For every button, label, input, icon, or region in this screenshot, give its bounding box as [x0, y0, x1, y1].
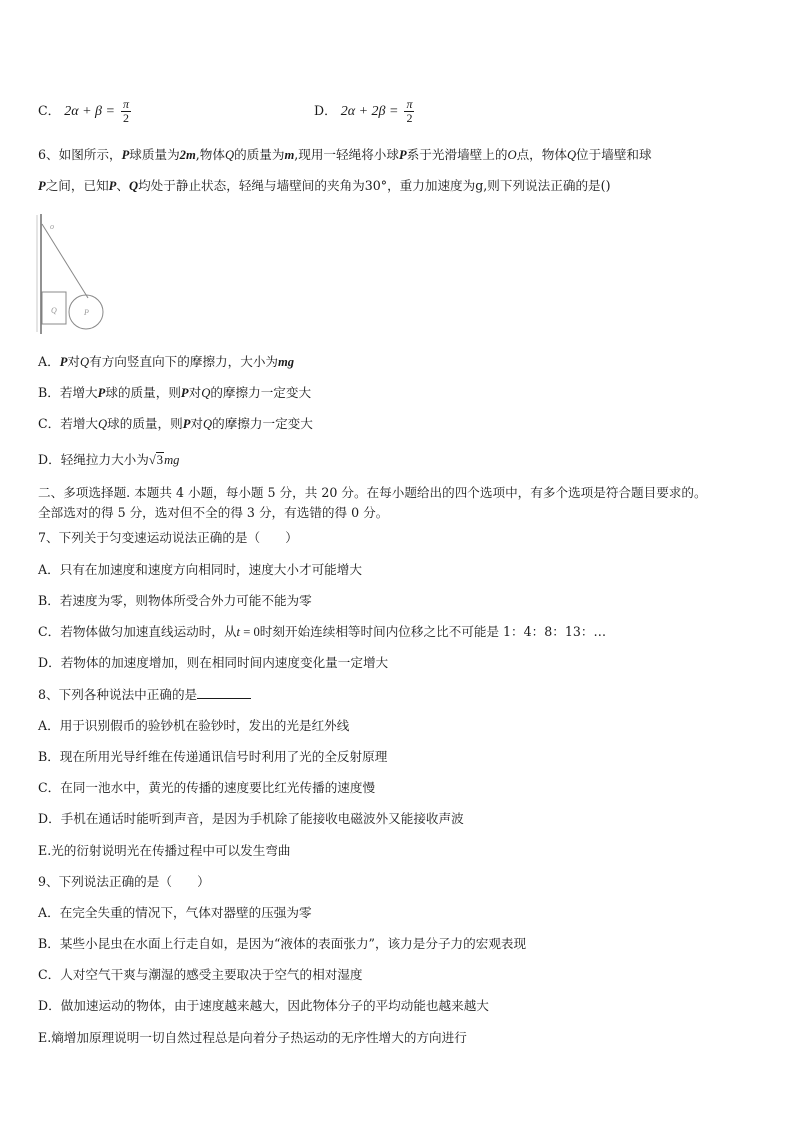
fraction-denominator: 2 [122, 111, 129, 125]
text: 对 [190, 416, 203, 431]
var-m: m [284, 148, 295, 162]
var-p: P [121, 148, 130, 162]
var-p: P [38, 179, 46, 193]
q7-option-b: B．若速度为零，则物体所受合外力可能不能为零 [38, 593, 312, 608]
q6-option-b [38, 384, 311, 402]
math-expression: = 0 [240, 625, 260, 639]
fraction-numerator: π [122, 97, 129, 111]
text: 8、下列各种说法中正确的是 [38, 687, 198, 702]
var-q: Q [224, 148, 235, 162]
text: 球的质量，则 [105, 385, 181, 400]
q6-option-a [38, 353, 294, 371]
q8-option-b: B．现在所用光导纤维在传递通讯信号时利用了光的全反射原理 [38, 749, 388, 764]
q7-stem: 7、下列关于匀变速运动说法正确的是（ ） [38, 530, 298, 545]
label-o: o [50, 222, 54, 231]
q8-option-a: A．用于识别假币的验钞机在验钞时，发出的光是红外线 [38, 718, 350, 733]
var-p: P [108, 179, 117, 193]
text: 有方向竖直向下的摩擦力，大小为 [89, 354, 279, 369]
q6-stem-line-2 [38, 177, 610, 195]
var-p: P [59, 355, 68, 369]
var-q: Q [201, 386, 211, 400]
rope-line [42, 224, 88, 298]
var-p: P [180, 386, 189, 400]
q7-option-d: D．若物体的加速度增加，则在相同时间内速度变化量一定增大 [38, 655, 389, 670]
text: 球的质量，则 [107, 416, 183, 431]
text: 的摩擦力一定变大 [210, 385, 312, 400]
fraction-numerator: π [406, 97, 413, 111]
q5-option-c [38, 98, 131, 125]
option-label: A． [38, 354, 60, 369]
var-q: Q [80, 355, 90, 369]
var-mg: mg [278, 355, 295, 369]
q8-option-d: D．手机在通话时能听到声音，是因为手机除了能接收电磁波外又能接收声波 [38, 811, 464, 826]
math-expression: 2α + 2β = [340, 104, 399, 119]
var-q: Q [128, 179, 139, 193]
text: C．若物体做匀加速直线运动时，从 [38, 624, 237, 639]
q7-option-c [38, 623, 606, 641]
var-o: O [507, 148, 517, 162]
text: 系于光滑墙壁上的 [406, 147, 508, 162]
text: 对 [188, 385, 202, 400]
q9-option-d: D．做加速运动的物体，由于速度越来越大，因此物体分子的平均动能也越来越大 [38, 998, 489, 1013]
fraction [121, 98, 131, 125]
fraction [404, 98, 414, 125]
q9-option-a: A．在完全失重的情况下，气体对器壁的压强为零 [38, 905, 312, 920]
var-p: P [399, 148, 407, 162]
sqrt-sign: √ [148, 453, 156, 467]
text: 之间，已知 [45, 178, 109, 193]
var-p: P [182, 417, 191, 431]
text: 球质量为 [129, 147, 180, 162]
label-p: P [84, 308, 89, 317]
q5-option-d [314, 98, 414, 125]
text: 的质量为 [234, 147, 285, 162]
text: ,现用一轻绳将小球 [294, 147, 399, 162]
q6-option-c [38, 415, 313, 433]
q9-option-c: C．人对空气干爽与潮湿的感受主要取决于空气的相对湿度 [38, 967, 363, 982]
option-label: C． [38, 103, 61, 118]
text: 时刻开始连续相等时间内位移之比不可能是 1：4：8：13：… [259, 624, 607, 639]
var-mg: mg [164, 453, 180, 467]
q8-option-c: C．在同一池水中，黄光的传播的速度要比红光传播的速度慢 [38, 780, 376, 795]
option-label: C． [38, 416, 61, 431]
var-t: t [236, 625, 241, 639]
var-q: Q [566, 148, 577, 162]
q6-option-d [38, 451, 179, 469]
q6-stem-line-1 [38, 146, 652, 164]
var-p: P [97, 386, 106, 400]
label-q: Q [51, 306, 57, 315]
radicand: 3 [156, 453, 164, 467]
option-label: D． [314, 103, 337, 118]
text: 的摩擦力一定变大 [212, 416, 313, 431]
text: ,物体 [195, 147, 225, 162]
q9-option-b: B．某些小昆虫在水面上行走自如，是因为“液体的表面张力”，该力是分子力的宏观表现 [38, 936, 527, 951]
option-label: B． [38, 385, 60, 400]
math-expression: 2α + β = [64, 104, 115, 119]
text: 6、如图所示， [38, 147, 122, 162]
text: 若增大 [59, 385, 98, 400]
text: 均处于静止状态，轻绳与墙壁间的夹角为30°，重力加速度为g,则下列说法正确的是() [138, 178, 611, 193]
var-2m: 2m [179, 148, 196, 162]
section-2-instructions-line-1: 二、多项选择题. 本题共 4 小题，每小题 5 分，共 20 分。在每小题给出的四个选项中，有多个选项是符合题目要求的。 [38, 485, 707, 500]
q9-option-e: E.熵增加原理说明一切自然过程总是向着分子热运动的无序性增大的方向进行 [38, 1030, 467, 1045]
text: 、 [116, 178, 129, 193]
q8-option-e: E.光的衍射说明光在传播过程中可以发生弯曲 [38, 843, 291, 858]
text: 轻绳拉力大小为 [60, 452, 149, 467]
text: 对 [67, 354, 80, 369]
q9-stem: 9、下列说法正确的是（ ） [38, 874, 210, 889]
var-q: Q [98, 417, 108, 431]
var-q: Q [202, 417, 213, 431]
text: 位于墙壁和球 [576, 147, 652, 162]
q6-figure-wall-rope-ball [34, 212, 114, 336]
text: 若增大 [60, 416, 99, 431]
sqrt-expression [149, 452, 164, 467]
text: 点，物体 [516, 147, 567, 162]
q8-stem [38, 686, 251, 704]
option-label: D． [38, 452, 61, 467]
q7-option-a: A．只有在加速度和速度方向相同时，速度大小才可能增大 [38, 562, 362, 577]
fraction-denominator: 2 [406, 111, 413, 125]
section-2-instructions-line-2: 全部选对的得 5 分，选对但不全的得 3 分，有选错的得 0 分。 [38, 505, 389, 520]
answer-blank [197, 686, 251, 699]
